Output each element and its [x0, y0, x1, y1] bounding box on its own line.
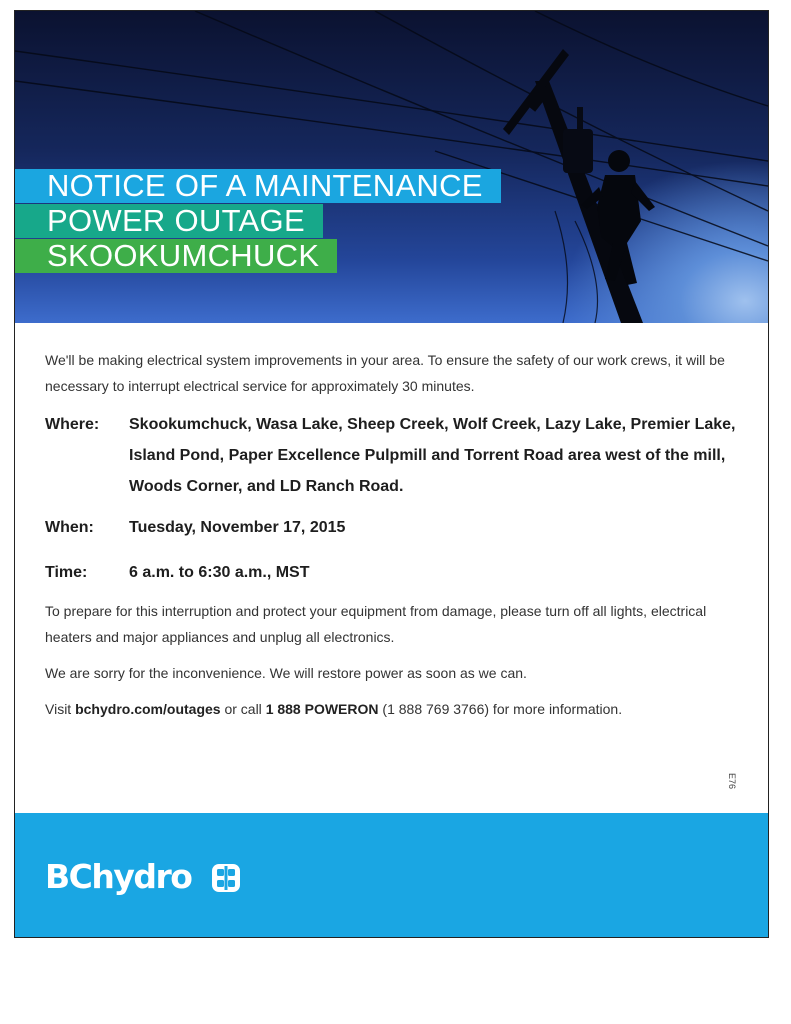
- apology-paragraph: We are sorry for the inconvenience. We will restore power as soon as we can.: [45, 665, 527, 681]
- prepare-paragraph: To prepare for this interruption and protect your equipment from damage, please turn off all lights, electrical heaters and major appliances and unplug all electronics.: [45, 603, 707, 645]
- headline-line-1: NOTICE OF A MAINTENANCE: [15, 169, 501, 203]
- headline-line-2: POWER OUTAGE: [15, 204, 323, 238]
- when-label: When:: [45, 519, 94, 536]
- where-value: Skookumchuck, Wasa Lake, Sheep Creek, Wolf Creek, Lazy Lake, Premier Lake, Island Pond, Paper Excellence Pulpmill and Torrent Road area west of the mill, Woods Corner, and LD Ranch Road.: [129, 416, 736, 495]
- outage-notice: [14, 10, 769, 938]
- time-value: 6 a.m. to 6:30 a.m., MST: [129, 564, 310, 581]
- lineman-on-pole-illustration: [15, 11, 768, 323]
- bc-hydro-wordmark: BChydro: [45, 857, 192, 896]
- document-code: E76: [727, 773, 737, 790]
- notice-body: [45, 347, 745, 722]
- visit-suffix: for more information.: [489, 701, 623, 717]
- contact-paragraph: [45, 696, 745, 722]
- intro-paragraph: We'll be making electrical system improvements in your area. To ensure the safety of our work crews, it will be necessary to interrupt electrical service for approximately 30 minutes.: [45, 352, 725, 394]
- where-row: [45, 409, 745, 502]
- visit-middle: or call: [220, 701, 266, 717]
- time-label: Time:: [45, 564, 88, 581]
- phone-number-alt: (1 888 769 3766): [378, 701, 490, 717]
- when-value: Tuesday, November 17, 2015: [129, 519, 346, 536]
- hero-banner: [15, 11, 768, 323]
- visit-prefix: Visit: [45, 701, 76, 717]
- bc-hydro-logo-icon: [211, 863, 241, 893]
- where-label: Where:: [45, 416, 100, 433]
- when-row: [45, 512, 745, 543]
- outages-link[interactable]: bchydro.com/outages: [75, 701, 221, 717]
- time-row: [45, 557, 745, 588]
- headline-line-3: SKOOKUMCHUCK: [15, 239, 337, 273]
- footer-bar: [15, 813, 768, 937]
- phone-number: 1 888 POWERON: [265, 701, 379, 717]
